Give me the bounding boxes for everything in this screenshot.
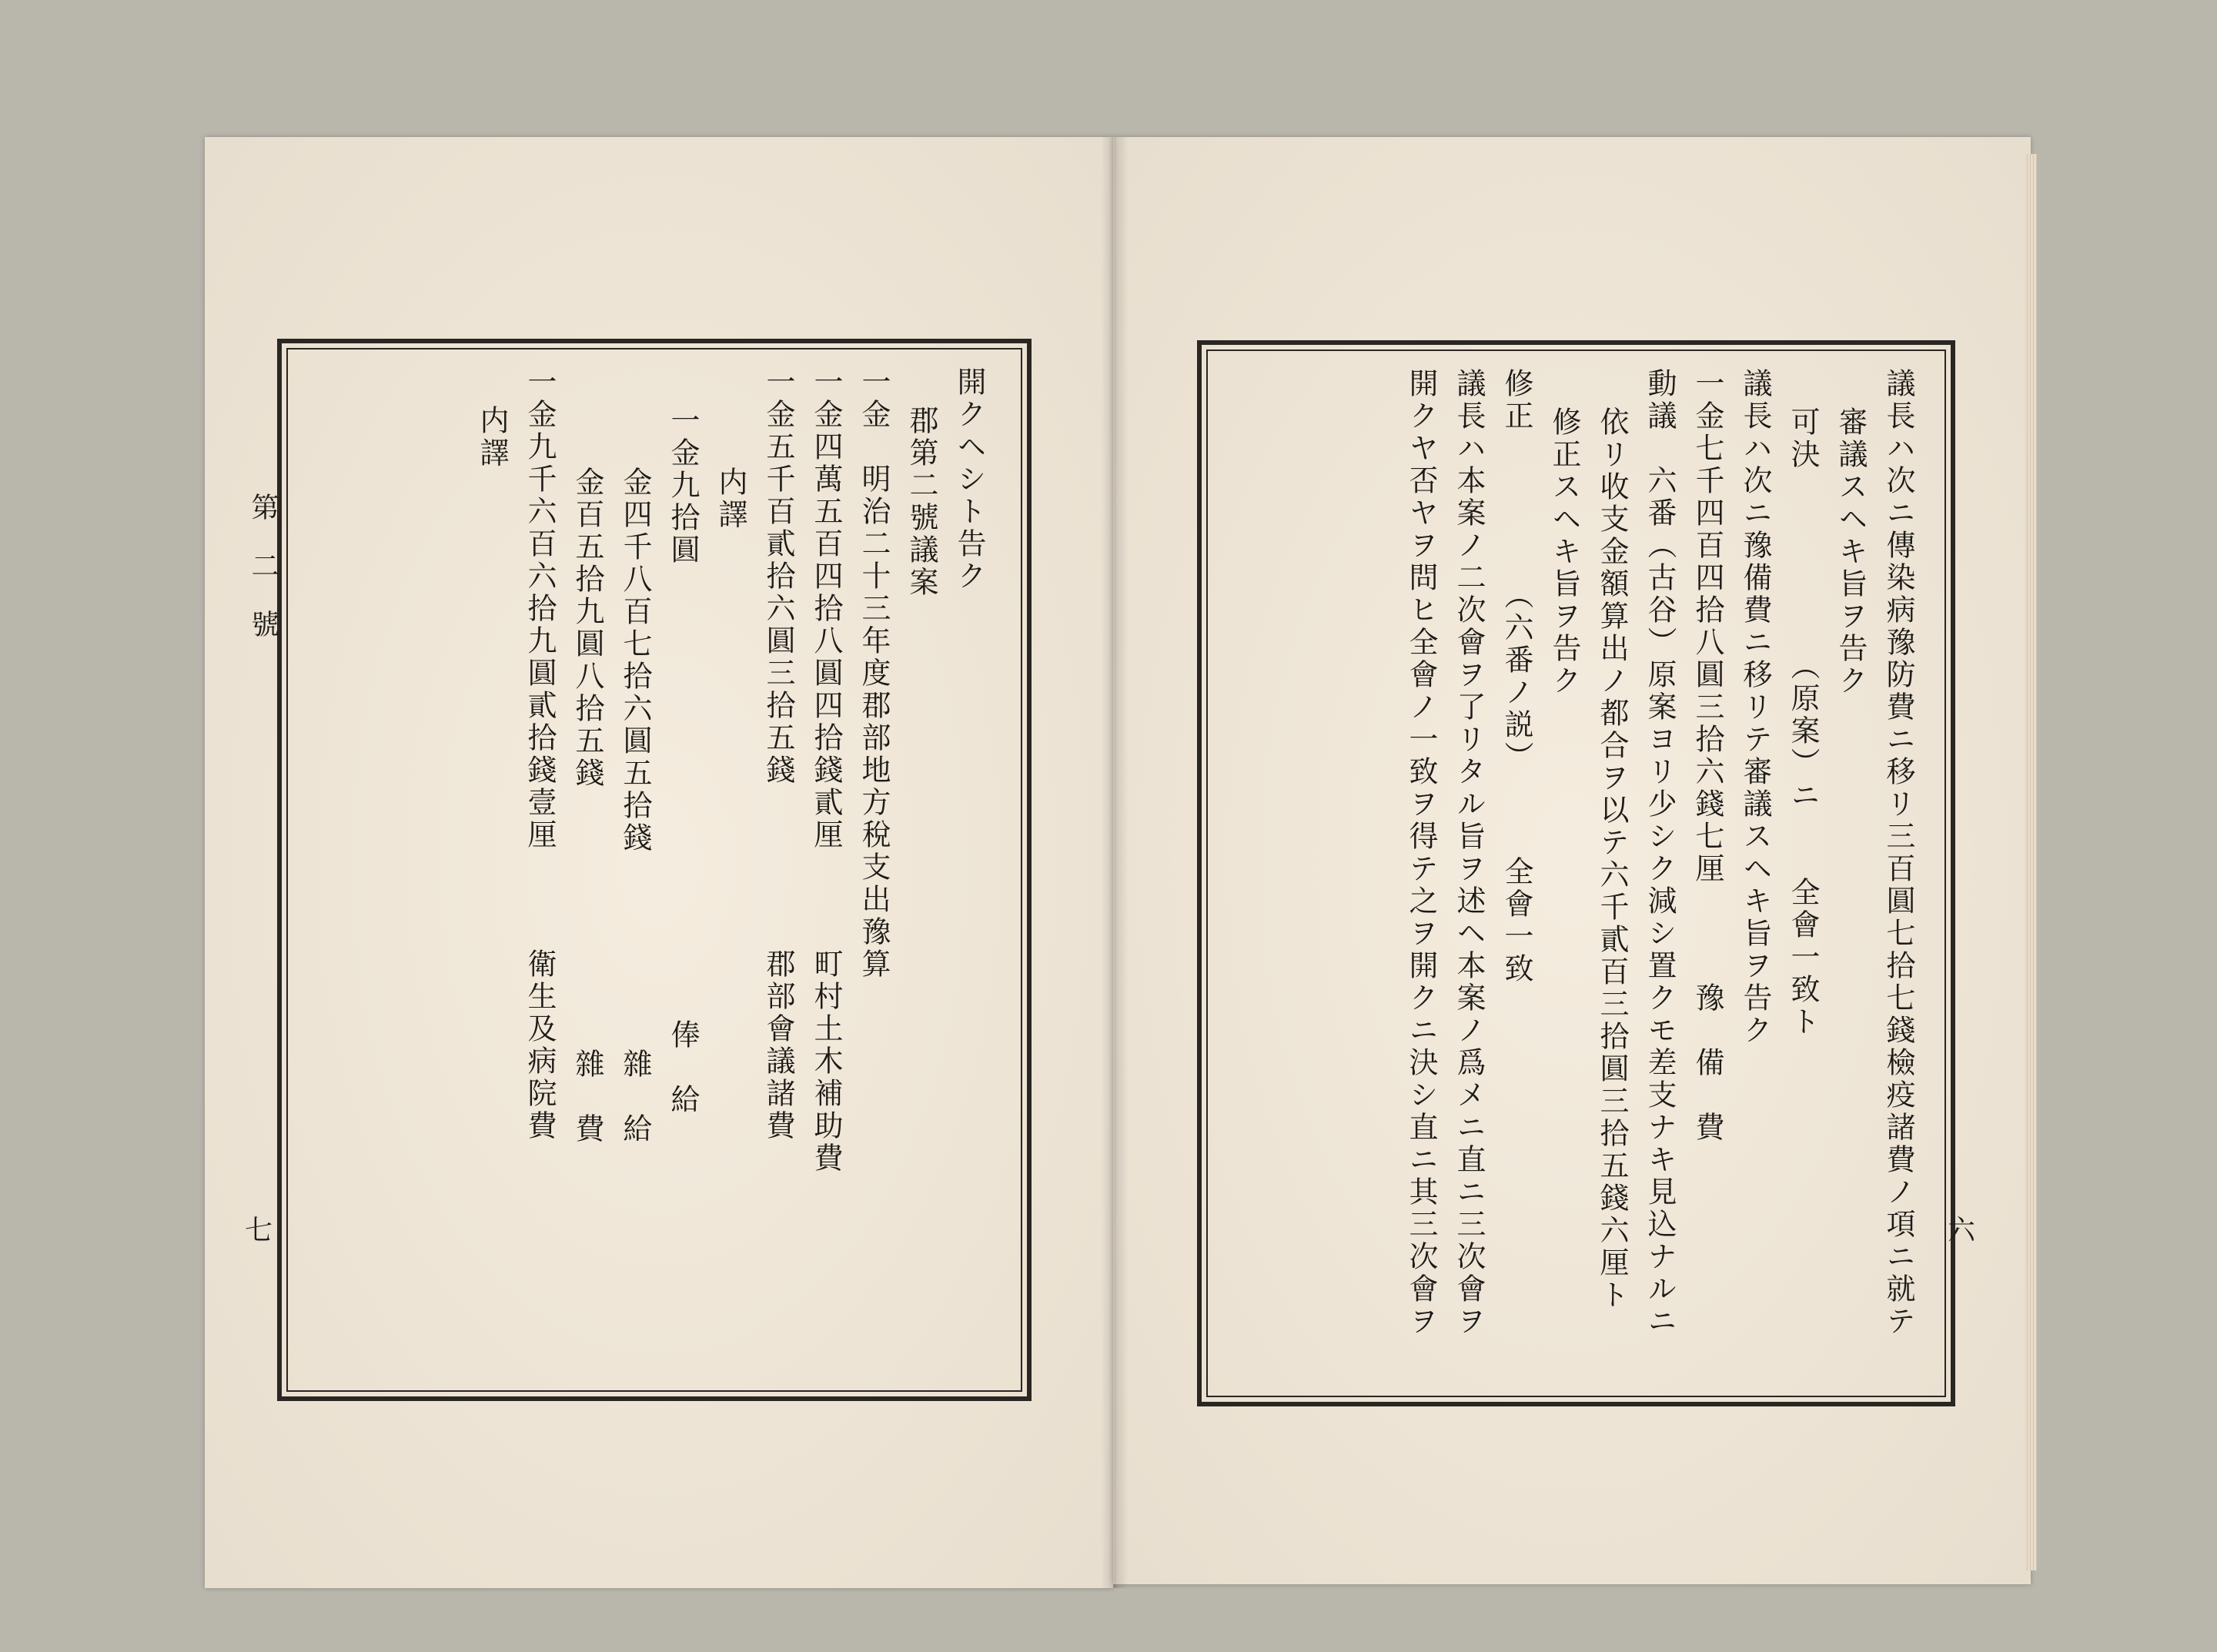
text-column: 一金九拾圓 俸 給 [666, 405, 700, 1116]
text-column: 開クヤ否ヤヲ問ヒ全會ノ一致ヲ得テ之ヲ開クニ決シ直ニ其三次會ヲ [1404, 368, 1438, 1338]
text-column: 議長ハ次ニ豫備費ニ移リテ審議スヘキ旨ヲ告ク [1738, 368, 1772, 1047]
text-column: 開クヘシト告ク [952, 366, 986, 593]
text-column: 一金 明治二十三年度郡部地方稅支出豫算 [857, 366, 891, 981]
text-column: 一金九千六百六拾九圓貳拾錢壹厘 衛生及病院費 [523, 366, 557, 1142]
left-page-title: 第二號 [247, 493, 279, 668]
right-page-number: 六 [1948, 1215, 1976, 1246]
text-column: 修正 （六番ノ説） 全會一致 [1500, 368, 1533, 985]
text-column: 審議スヘキ旨ヲ告ク [1834, 406, 1868, 697]
text-column: 一金五千百貳拾六圓三拾五錢 郡部會議諸費 [761, 366, 795, 1142]
text-column: 可決 （原案）ニ 全會一致ト [1786, 406, 1820, 1038]
right-text-frame [1197, 340, 1955, 1406]
left-text-frame [277, 339, 1032, 1401]
text-column: 修正スヘキ旨ヲ告ク [1547, 406, 1581, 697]
text-column: 依リ收支金額算出ノ都合ヲ以テ六千貳百三拾圓三拾五錢六厘ト [1595, 406, 1629, 1312]
text-column: 一金四萬五百四拾八圓四拾錢貳厘 町村土木補助費 [809, 366, 843, 1175]
page-edges [2025, 154, 2037, 1570]
book-gutter [1101, 137, 1129, 1588]
left-page-number: 七 [245, 1215, 273, 1246]
text-column: 動議 六番（古谷）原案ヨリ少シク減シ置クモ差支ナキ見込ナルニ [1643, 368, 1677, 1338]
text-column: 一金七千四百四拾八圓三拾六錢七厘 豫 備 費 [1690, 368, 1724, 1144]
text-column: 金四千八百七拾六圓五拾錢 雜 給 [618, 467, 652, 1145]
text-column: 内譯 [475, 405, 509, 470]
text-column: 内譯 [714, 467, 747, 531]
text-column: 議長ハ次ニ傳染病豫防費ニ移リ三百圓七拾七錢檢疫諸費ノ項ニ就テ [1881, 368, 1915, 1338]
text-column: 金百五拾九圓八拾五錢 雜 費 [570, 467, 604, 1145]
text-column: 議長ハ本案ノ二次會ヲ了リタル旨ヲ述ヘ本案ノ爲メニ直ニ三次會ヲ [1452, 368, 1486, 1338]
text-column: 郡第二號議案 [905, 405, 938, 599]
